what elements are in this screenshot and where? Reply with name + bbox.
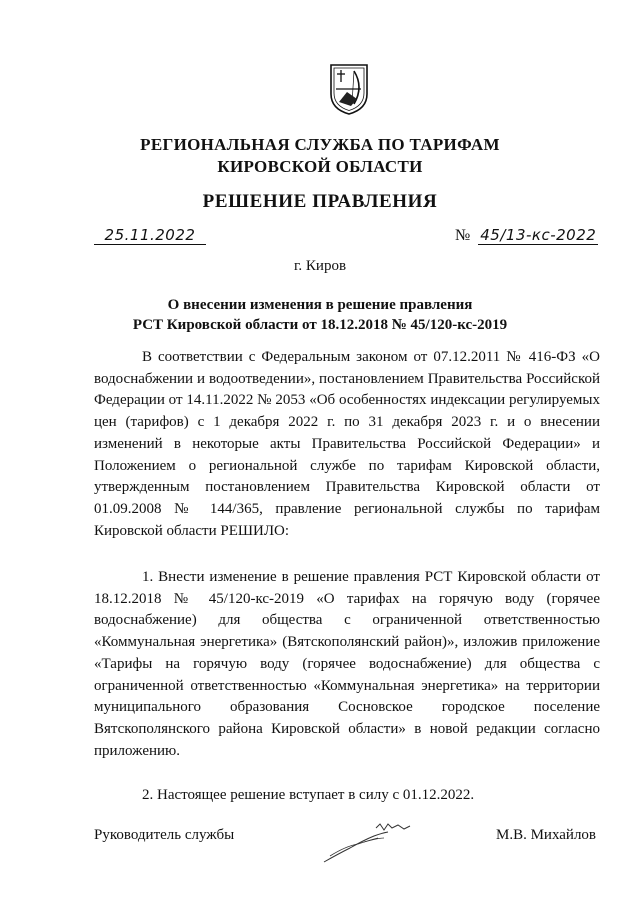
clause-1-paragraph: 1. Внести изменение в решение правления РСТ Кировской области от 18.12.2018 № 45/120-кс-2019 «О тарифах на горячую воду (горячее водоснабжение) для общества с ограниченной ответственностью «Коммунальная энергетика» (Вятскополянский район)», изложив приложение «Тарифы на горячую воду (горячее водоснабжение) для общества с ограниченной ответственностью «Коммунальная энергетика» на территории муниципального образования Сосновское городское поселение Вятскополянского района Кировской области» в новой редакции согласно приложению. xyxy=(94,569,600,759)
organization-name-line1: РЕГИОНАЛЬНАЯ СЛУЖБА ПО ТАРИФАМ xyxy=(140,135,500,154)
city-name: г. Киров xyxy=(293,258,347,274)
document-type-title: РЕШЕНИЕ ПРАВЛЕНИЯ xyxy=(202,191,438,212)
decision-number: 45/13-кс-2022 xyxy=(480,226,597,244)
signatory-name: М.В. Михайлов xyxy=(496,827,597,843)
kirov-coat-of-arms-icon xyxy=(327,62,371,116)
number-sign: № xyxy=(455,227,471,244)
clause-2-paragraph: 2. Настоящее решение вступает в силу с 01.12.2022. xyxy=(142,787,475,803)
decision-number-block xyxy=(455,226,598,245)
decision-date: 25.11.2022 xyxy=(94,226,206,245)
subject-line2: РСТ Кировской области от 18.12.2018 № 45/120-кс-2019 xyxy=(132,317,508,333)
signatory-position: Руководитель службы xyxy=(94,827,235,843)
preamble-paragraph: В соответствии с Федеральным законом от 07.12.2011 № 416-ФЗ «О водоснабжении и водоотведении», постановлением Правительства Российской Федерации от 14.11.2022 № 2053 «Об особенностях индексации регулируемых цен (тарифов) с 1 декабря 2022 г. по 31 декабря 2023 г. и о внесении изменений в некоторые акты Правительства Российской Федерации» и Положением о региональной службе по тарифам Кировской области, утвержденным постановлением Правительства Кировской области от 01.09.2008 № 144/365, правление региональной службы по тарифам Кировской области РЕШИЛО: xyxy=(94,349,600,539)
organization-name-line2: КИРОВСКОЙ ОБЛАСТИ xyxy=(217,157,423,176)
subject-line1: О внесении изменения в решение правления xyxy=(167,297,473,313)
handwritten-signature xyxy=(318,816,428,868)
